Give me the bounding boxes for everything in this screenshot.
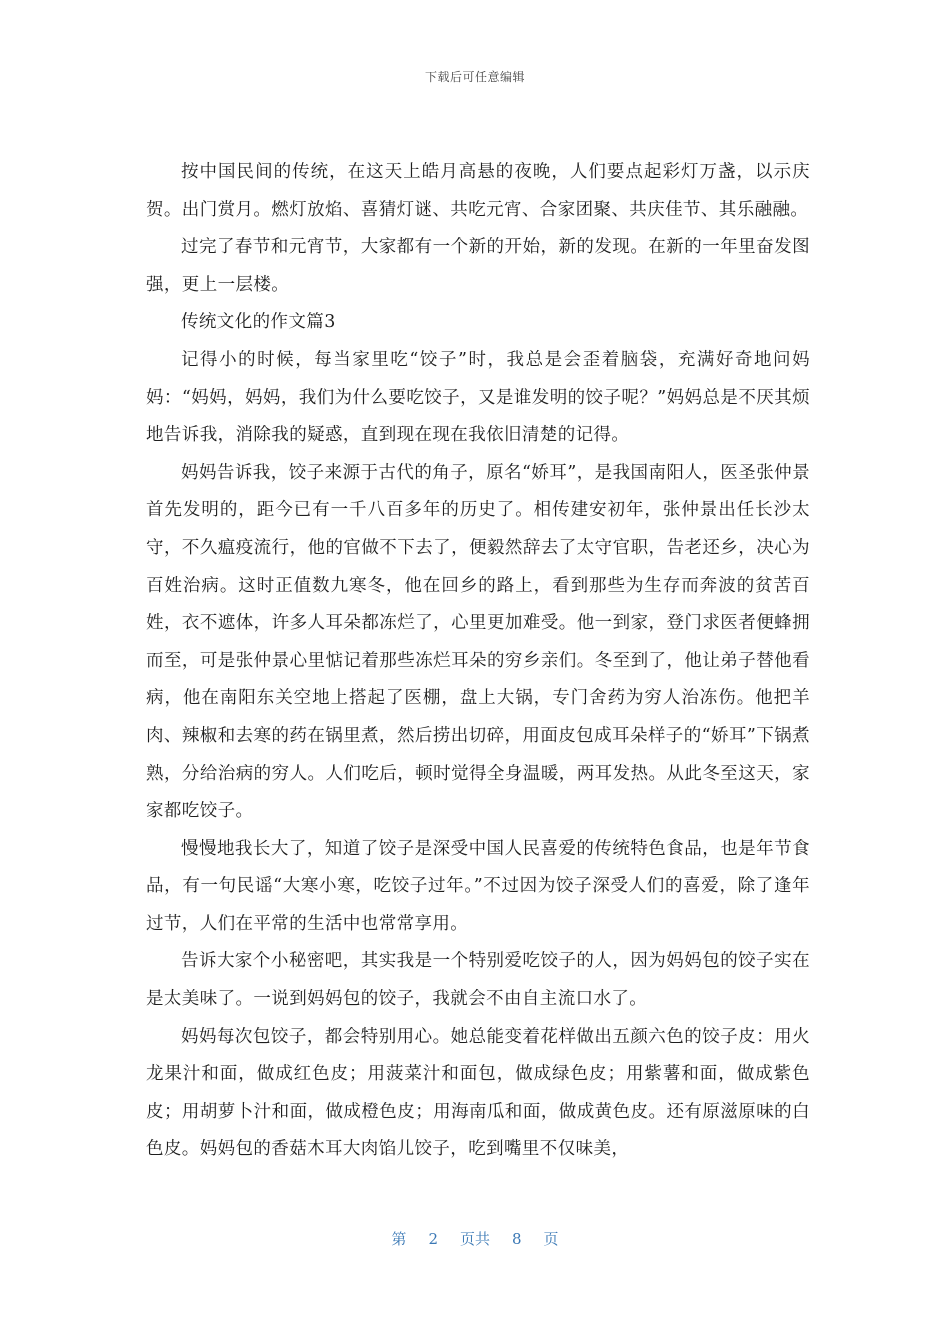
paragraph-childhood: 记得小的时候，每当家里吃“饺子”时，我总是会歪着脑袋，充满好奇地问妈妈：“妈妈，妈妈，我们为什么要吃饺子，又是谁发明的饺子呢？”妈妈总是不厌其烦地告诉我，消除我的疑惑，直到现在现在我依旧清楚的记得。 xyxy=(146,349,810,446)
paragraph-new-year: 过完了春节和元宵节，大家都有一个新的开始，新的发现。在新的一年里奋发图强，更上一层楼。 xyxy=(146,237,810,295)
paragraph-growing-up: 慢慢地我长大了，知道了饺子是深受中国人民喜爱的传统特色食品，也是年节食品，有一句民谣“大寒小寒，吃饺子过年。”不过因为饺子深受人们的喜爱，除了逢年过节，人们在平常的生活中也常常享用。 xyxy=(146,838,810,934)
page-footer xyxy=(0,1228,950,1249)
section-heading: 传统文化的作文篇3 xyxy=(181,312,336,333)
page-header: 下载后可任意编辑 xyxy=(424,70,525,84)
paragraph-colorful-dumplings: 妈妈每次包饺子，都会特别用心。她总能变着花样做出五颜六色的饺子皮：用火龙果汁和面，做成红色皮；用菠菜汁和面包，做成绿色皮；用紫薯和面，做成紫色皮；用胡萝卜汁和面，做成橙色皮；用海南瓜和面，做成黄色皮。还有原滋原味的白色皮。妈妈包的香菇木耳大肉馅儿饺子，吃到嘴里不仅味美， xyxy=(146,1026,810,1160)
page-footer-suffix: 页 xyxy=(543,1230,559,1248)
page-number-total: 8 xyxy=(512,1230,522,1248)
page-footer-middle: 页共 xyxy=(459,1230,490,1248)
paragraph-lantern-festival: 按中国民间的传统，在这天上皓月高悬的夜晚，人们要点起彩灯万盏，以示庆贺。出门赏月。燃灯放焰、喜猜灯谜、共吃元宵、合家团聚、共庆佳节、其乐融融。 xyxy=(146,162,810,220)
document-body xyxy=(146,154,810,1169)
page-footer-prefix: 第 xyxy=(391,1230,407,1248)
page-number-current: 2 xyxy=(428,1230,438,1248)
paragraph-secret: 告诉大家个小秘密吧，其实我是一个特别爱吃饺子的人，因为妈妈包的饺子实在是太美味了。一说到妈妈包的饺子，我就会不由自主流口水了。 xyxy=(146,951,810,1010)
paragraph-dumpling-origin: 妈妈告诉我，饺子来源于古代的角子，原名“娇耳”，是我国南阳人，医圣张仲景首先发明的，距今已有一千八百多年的历史了。相传建安初年，张仲景出任长沙太守，不久瘟疫流行，他的官做不下去了，便毅然辞去了太守官职，告老还乡，决心为百姓治病。这时正值数九寒冬，他在回乡的路上，看到那些为生存而奔波的贫苦百姓，衣不遮体，许多人耳朵都冻烂了，心里更加难受。他一到家，登门求医者便蜂拥而至，可是张仲景心里惦记着那些冻烂耳朵的穷乡亲们。冬至到了，他让弟子替他看病，他在南阳东关空地上搭起了医棚，盘上大锅，专门舍药为穷人治冻伤。他把羊肉、辣椒和去寒的药在锅里煮，然后捞出切碎，用面皮包成耳朵样子的“娇耳”下锅煮熟，分给治病的穷人。人们吃后，顿时觉得全身温暖，两耳发热。从此冬至这天，家家都吃饺子。 xyxy=(146,462,810,822)
